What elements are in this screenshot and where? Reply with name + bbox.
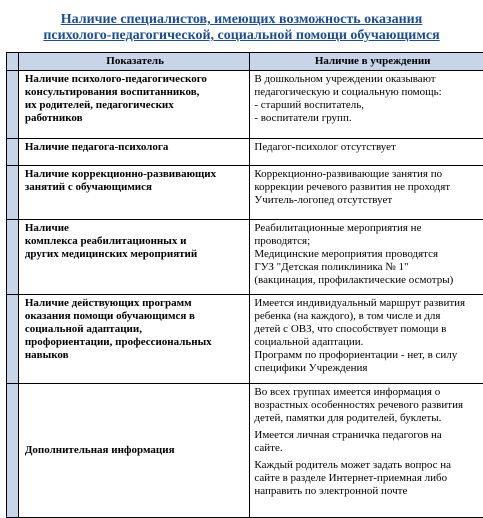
indicator-text: Наличие педагога-психолога — [24, 141, 169, 153]
value-text: сайте в разделе Интернет-приемная либо — [254, 472, 448, 484]
indicator-text: их родителей, педагогических — [24, 99, 174, 111]
value-text: Имеется личная страничка педагогов на — [254, 429, 442, 441]
value-text: педагогическую и социальную помощь: — [254, 86, 442, 98]
indicator-text: консультирования воспитанников, — [24, 86, 200, 98]
value-text: Медицинские мероприятия проводятся — [254, 248, 439, 260]
value-text: - старший воспитатель, — [254, 99, 365, 111]
left-margin-cell — [7, 139, 19, 166]
value-paragraph — [254, 459, 483, 498]
left-margin-cell — [7, 53, 19, 71]
value-paragraph — [254, 386, 483, 425]
table-row — [7, 166, 483, 220]
indicator-text: работников — [24, 112, 83, 124]
table-row — [7, 71, 483, 139]
value-text: Учитель-логопед отсутствует — [254, 194, 393, 206]
title-line-2: психолого-педагогической, социальной помощи обучающимся — [43, 28, 440, 43]
header-availability: Наличие в учреждении — [250, 53, 483, 71]
indicator-text: профориентации, профессиональных — [24, 336, 212, 348]
indicator-text: навыков — [24, 349, 69, 361]
value-text: детей, памятки для родителей, буклеты. — [254, 412, 442, 424]
left-margin-cell — [7, 220, 19, 295]
page-title — [0, 12, 483, 44]
header-indicator: Показатель — [18, 53, 250, 71]
value-cell — [250, 384, 483, 518]
value-text: - воспитатели групп. — [254, 112, 352, 124]
value-text: Педагог-психолог отсутствует — [254, 141, 396, 153]
indicator-cell — [18, 139, 250, 166]
indicator-cell — [18, 71, 250, 139]
indicator-text: занятий с обучающимися — [24, 181, 152, 193]
indicator-text: Наличие психолого-педагогического — [24, 73, 207, 85]
table-row — [7, 295, 483, 384]
indicator-cell — [18, 295, 250, 384]
left-margin-cell — [7, 295, 19, 384]
indicator-text: Дополнительная информация — [24, 444, 175, 456]
value-paragraph — [254, 429, 483, 455]
value-text: детей с ОВЗ, что способствует помощи в — [254, 323, 447, 335]
indicator-text: комплекса реабилитационных и — [24, 235, 187, 247]
specialists-table — [6, 52, 483, 518]
value-text: специфики Учреждения — [254, 362, 368, 374]
value-cell — [250, 71, 483, 139]
value-cell — [250, 166, 483, 220]
value-text: возрастных особенностях речевого развития — [254, 399, 464, 411]
title-line-1: Наличие специалистов, имеющих возможность оказания — [60, 12, 423, 27]
indicator-text: Наличие действующих программ — [24, 297, 192, 309]
value-text: коррекции речевого развития не проходят — [254, 181, 451, 193]
indicator-cell — [18, 384, 250, 518]
value-text: ребенка (на каждого), в том числе и для — [254, 310, 441, 322]
left-margin-cell — [7, 71, 19, 139]
value-text: Имеется индивидуальный маршрут развития — [254, 297, 466, 309]
indicator-text: социальной адаптации, — [24, 323, 142, 335]
value-text: сайте. — [254, 442, 283, 454]
indicator-text: Наличие — [24, 222, 69, 234]
value-text: Реабилитационные мероприятия не — [254, 222, 422, 234]
value-cell — [250, 139, 483, 166]
indicator-text: других медицинских мероприятий — [24, 248, 198, 260]
indicator-cell — [18, 220, 250, 295]
value-text: Каждый родитель может задать вопрос на — [254, 459, 452, 471]
value-text: проводятся; — [254, 235, 311, 247]
indicator-text: оказания помощи обучающимся в — [24, 310, 195, 322]
value-cell — [250, 220, 483, 295]
value-text: Коррекционно-развивающие занятия по — [254, 168, 443, 180]
value-text: Во всех группах имеется информация о — [254, 386, 441, 398]
left-margin-cell — [7, 166, 19, 220]
left-margin-cell — [7, 384, 19, 518]
indicator-cell — [18, 166, 250, 220]
value-text: направить по электронной почте — [254, 485, 408, 497]
table-header-row — [7, 53, 483, 71]
value-text: В дошкольном учреждении оказывают — [254, 73, 436, 85]
value-text: Программ по профориентации - нет, в силу — [254, 349, 458, 361]
table-row — [7, 220, 483, 295]
table-row — [7, 139, 483, 166]
value-cell — [250, 295, 483, 384]
indicator-text: Наличие коррекционно-развивающих — [24, 168, 217, 180]
value-text: (вакцинация, профилактические осмотры) — [254, 274, 454, 286]
table-row — [7, 384, 483, 518]
value-text: ГУЗ "Детская поликлиника № 1" — [254, 261, 409, 273]
value-text: социальной адаптации. — [254, 336, 364, 348]
